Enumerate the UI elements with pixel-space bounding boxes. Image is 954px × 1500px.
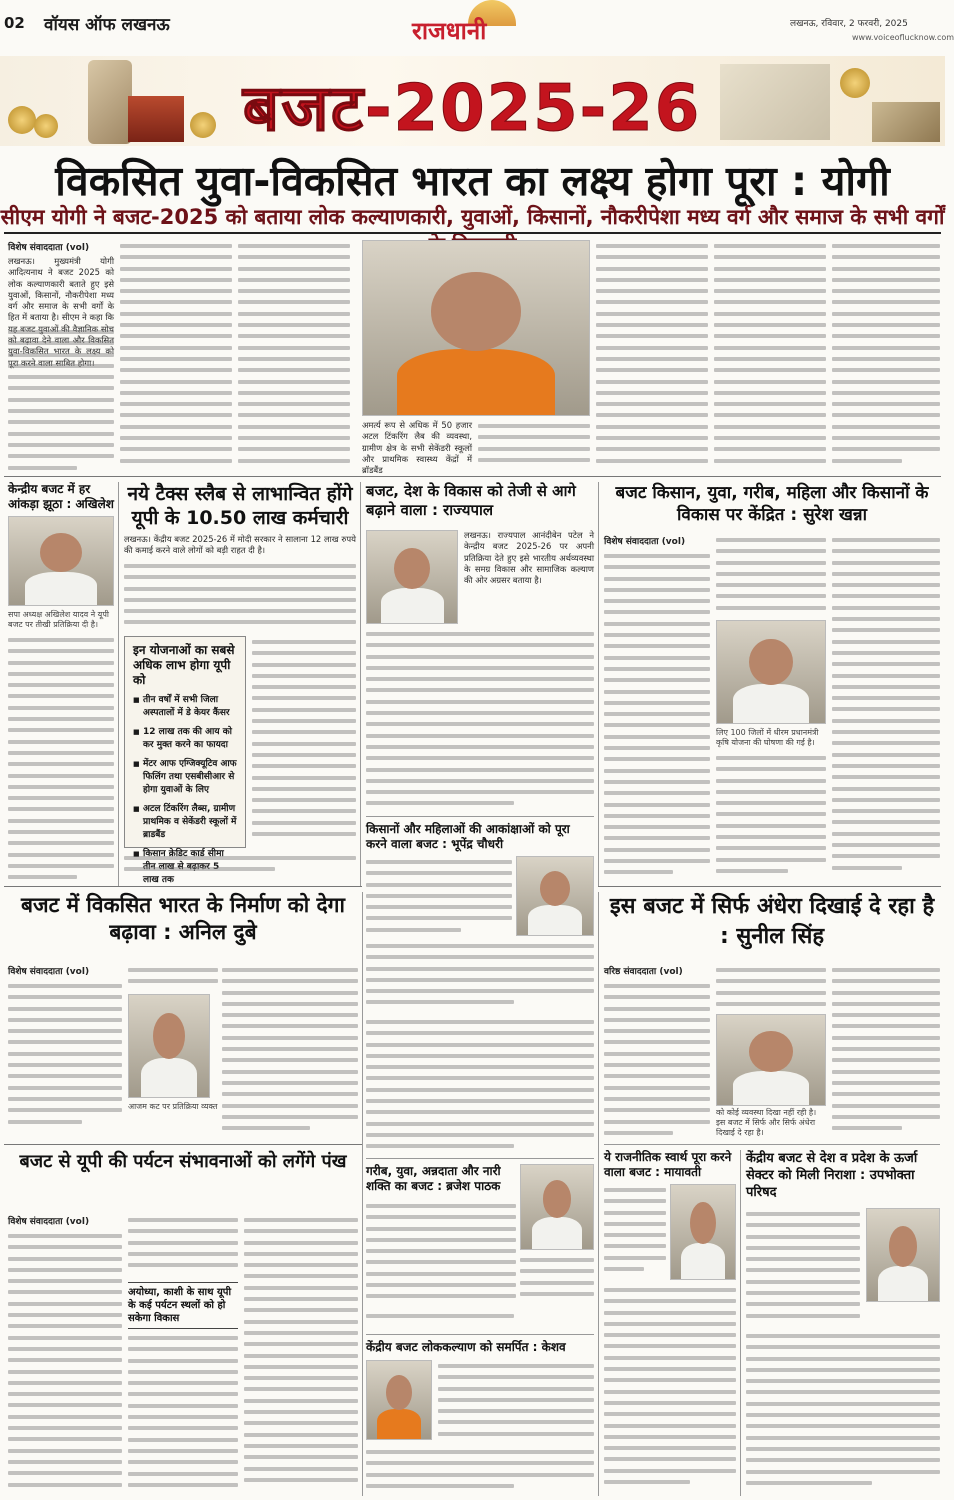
- akhilesh-caption: सपा अध्यक्ष अखिलेश यादव ने यूपी बजट पर तीखी प्रतिक्रिया दी है।: [8, 610, 109, 629]
- sunil-singh-photo: [716, 1014, 826, 1106]
- pathak-headline: गरीब, युवा, अन्नदाता और नारी शक्ति का बजट : ब्रजेश पाठक: [366, 1164, 501, 1193]
- keshav-body-text: [438, 1360, 594, 1440]
- lead-body-text: [714, 240, 826, 472]
- consumer-body-text: [746, 1208, 860, 1328]
- khanna-body-text: [716, 752, 826, 880]
- keshav-body-text: [366, 1446, 594, 1494]
- divider: [4, 1144, 362, 1145]
- tourism-body-text: [128, 1332, 238, 1494]
- pathak-body-text: [520, 1254, 594, 1310]
- chaudhary-body-text: [366, 1016, 594, 1154]
- column-divider: [118, 482, 119, 886]
- lead-photo-caption: अमर्त्य रूप से अधिक में 50 हजार अटल टिंकरिंग लैब की व्यवस्था, ग्रामीण क्षेत्र के सभी सेकेंडरी स्कूलों और प्राथमिक स्वास्थ्य केंद्रों में ब्रॉडबैंड: [362, 420, 472, 476]
- schemes-item: ■ अटल टिंकरिंग लैब्स, ग्रामीण प्राथमिक व सेकेंडरी स्कूलों में ब्राडबैंड: [133, 803, 237, 842]
- lead-lede: लखनऊ। मुख्यमंत्री योगी आदित्यनाथ ने बजट 2025 को लोक कल्याणकारी बताते हुए इसे युवाओं, किसानों, नौकरीपेशा मध्य वर्ग और समाज के सभी वर्गों के हित में बताया है। सीएम ने कहा कि यह बजट युवाओं की वैज्ञानिक सोच को बढ़ावा देने वाला और विकसित युवा-विकसित भारत के लक्ष्य को पूरा करने वाला साबित होगा।: [8, 256, 114, 368]
- dubey-photo: [128, 994, 210, 1098]
- schemes-item: ■ मेंटर आफ एग्जिक्यूटिव आफ फिलिंग तथा एसबीसीआर से होगा युवाओं के लिए: [133, 758, 237, 797]
- tourism-byline: विशेष संवाददाता (vol): [8, 1217, 90, 1227]
- schemes-item: ■ तीन वर्षों में सभी जिला अस्पतालों में डे केयर कैंसर: [133, 694, 237, 720]
- divider: [4, 476, 941, 477]
- tourism-headline: बजट से यूपी की पर्यटन संभावनाओं को लगेंगे पंख: [19, 1151, 347, 1172]
- schemes-box: [124, 636, 246, 885]
- rupee-coin-icon: [840, 68, 870, 98]
- governor-lede: लखनऊ। राज्यपाल आनंदीबेन पटेल ने केन्द्रीय बजट 2025-26 पर अपनी प्रतिक्रिया देते हुए इसे भारतीय अर्थव्यवस्था के समग्र विकास और सामाजिक कल्याण की ओर अग्रसर बताया है।: [464, 530, 594, 586]
- lead-body-text: [596, 240, 708, 472]
- schemes-item: ■ किसान क्रेडिट कार्ड सीमा तीन लाख से बढ़ाकर 5 लाख तक: [133, 848, 237, 887]
- lead-body-text: [478, 420, 590, 472]
- pathak-body-text: [366, 1310, 594, 1328]
- dubey-body-text: [128, 964, 218, 992]
- tourism-body-text: [244, 1214, 358, 1494]
- khanna-headline: बजट किसान, युवा, गरीब, महिला और किसानों के विकास पर केंद्रित : सुरेश खन्ना: [615, 483, 929, 525]
- divider: [366, 1158, 594, 1159]
- akhilesh-photo: [8, 516, 114, 606]
- khanna-body-text: [604, 550, 710, 880]
- sunil-singh-body-text: [716, 964, 826, 1010]
- schemes-box-title: इन योजनाओं का सबसे अधिक लाभ होगा यूपी को: [133, 643, 235, 687]
- tourism-body-text: [128, 1214, 238, 1278]
- column-divider: [362, 892, 363, 1496]
- lead-byline: विशेष संवाददाता (vol): [8, 243, 90, 253]
- lead-body-text: [832, 240, 940, 472]
- schemes-item: ■ 12 लाख तक की आय को कर मुक्त करने का फायदा: [133, 726, 237, 752]
- coin-icon: [8, 106, 36, 134]
- mayawati-body-text: [604, 1184, 666, 1280]
- chaudhary-body-text: [366, 940, 594, 1012]
- budget-banner: [0, 56, 945, 146]
- finance-minister-photo: [88, 60, 132, 144]
- column-divider: [598, 892, 599, 1496]
- lead-body-text: [8, 326, 114, 472]
- column-divider: [360, 482, 361, 886]
- akhilesh-headline: केन्द्रीय बजट में हर आंकड़ा झूठा : अखिलेश: [8, 482, 114, 511]
- divider: [366, 816, 594, 817]
- khanna-body-text: [716, 534, 826, 616]
- consumer-body-text: [746, 1330, 940, 1494]
- tax-slab-lede: लखनऊ। केंद्रीय बजट 2025-26 में मोदी सरकार ने सालाना 12 लाख रुपये की कमाई करने वाले लोगों को बड़ी राहत दी है।: [124, 534, 356, 556]
- divider: [604, 1144, 940, 1145]
- khanna-caption: लिए 100 जिलों में धीरम प्रधानमंत्री कृषि योजना की घोषणा की गई है।: [716, 728, 819, 747]
- divider: [366, 1334, 594, 1335]
- akhilesh-body-text: [8, 634, 114, 882]
- tax-slab-headline: नये टैक्स स्लैब से लाभान्वित होंगे यूपी के 10.50 लाख कर्मचारी: [127, 483, 353, 529]
- governor-photo: [366, 530, 458, 624]
- page-section-name: वॉयस ऑफ लखनऊ: [44, 15, 170, 35]
- page-number: 02: [4, 14, 25, 32]
- mayawati-headline: ये राजनीतिक स्वार्थ पूरा करने वाला बजट : मायावती: [604, 1150, 732, 1179]
- keshav-photo: [366, 1360, 432, 1440]
- sunil-singh-body-text: [604, 980, 710, 1140]
- lead-subhead: सीएम योगी ने बजट-2025 को बताया लोक कल्याणकारी, युवाओं, किसानों, नौकरीपेशा मध्य वर्ग और समाज के सभी वर्गों: [0, 205, 945, 229]
- tax-slab-body-text: [252, 636, 356, 848]
- coin-icon: [34, 114, 58, 138]
- mayawati-photo: [670, 1184, 736, 1280]
- calculator-icon: [872, 102, 940, 142]
- masthead: [0, 0, 954, 56]
- khanna-photo: [716, 620, 826, 724]
- sunil-singh-body-text: [832, 964, 940, 1140]
- khanna-byline: विशेष संवाददाता (vol): [604, 537, 686, 547]
- pathak-body-text: [366, 1200, 516, 1310]
- chaudhary-photo: [516, 856, 594, 936]
- divider: [4, 232, 941, 234]
- lead-body-text: [238, 240, 350, 472]
- date-line: लखनऊ, रविवार, 2 फरवरी, 2025: [790, 19, 908, 29]
- tourism-pullquote: अयोध्या, काशी के साथ यूपी के कई पर्यटन स्थलों को हो सकेगा विकास: [128, 1282, 238, 1329]
- newspaper-logo: राजधानी: [412, 16, 487, 45]
- chaudhary-body-text: [366, 856, 512, 936]
- chaudhary-headline: किसानों और महिलाओं की आकांक्षाओं को पूरा करने वाला बजट : भूपेंद्र चौधरी: [366, 822, 570, 851]
- governor-body-text: [366, 628, 594, 812]
- divider: [4, 886, 362, 887]
- mayawati-body-text: [604, 1284, 736, 1494]
- dubey-body-text: [8, 980, 122, 1126]
- dubey-headline: बजट में विकसित भारत के निर्माण को देगा बढ़ावा : अनिल दुबे: [21, 893, 345, 944]
- budget-tablet-icon: [128, 96, 184, 142]
- sunil-singh-byline: वरिष्ठ संवाददाता (vol): [604, 967, 683, 977]
- lead-headline: विकसित युवा-विकसित भारत का लक्ष्य होगा पूरा : योगी: [55, 157, 890, 205]
- dubey-body-text: [222, 964, 358, 1140]
- website-url[interactable]: www.voiceoflucknow.com: [852, 33, 954, 42]
- dubey-byline: विशेष संवाददाता (vol): [8, 967, 90, 977]
- pathak-photo: [520, 1164, 594, 1250]
- tax-slab-body-text: [124, 852, 356, 882]
- dubey-caption: आजम कट पर प्रतिक्रिया व्यक्त: [128, 1102, 218, 1111]
- consumer-council-photo: [866, 1208, 940, 1302]
- governor-headline: बजट, देश के विकास को तेजी से आगे बढ़ाने वाला : राज्यपाल: [366, 482, 576, 519]
- keshav-headline: केंद्रीय बजट लोककल्याण को समर्पित : केशव: [366, 1340, 566, 1354]
- tourism-body-text: [8, 1230, 122, 1494]
- column-divider: [598, 482, 599, 886]
- yogi-photo: [362, 240, 590, 416]
- khanna-body-text: [832, 534, 940, 880]
- coin-icon: [190, 112, 216, 138]
- consumer-headline: केंद्रीय बजट से देश व प्रदेश के ऊर्जा सेक्टर को मिली निराशा : उपभोक्ता परिषद: [746, 1151, 918, 1200]
- divider: [598, 886, 941, 887]
- chart-illustration: [720, 64, 830, 140]
- banner-title: बजट-2025-26: [242, 72, 702, 146]
- sunil-singh-headline: इस बजट में सिर्फ अंधेरा दिखाई दे रहा है : सुनील सिंह: [609, 894, 935, 949]
- tax-slab-body-text: [124, 560, 356, 630]
- column-divider: [740, 1150, 741, 1496]
- lead-body-text: [120, 240, 232, 472]
- sunil-singh-caption: को कोई व्यवस्था दिखा नहीं रही है। इस बजट में सिर्फ और सिर्फ अंधेरा दिखाई दे रहा है।: [716, 1108, 817, 1137]
